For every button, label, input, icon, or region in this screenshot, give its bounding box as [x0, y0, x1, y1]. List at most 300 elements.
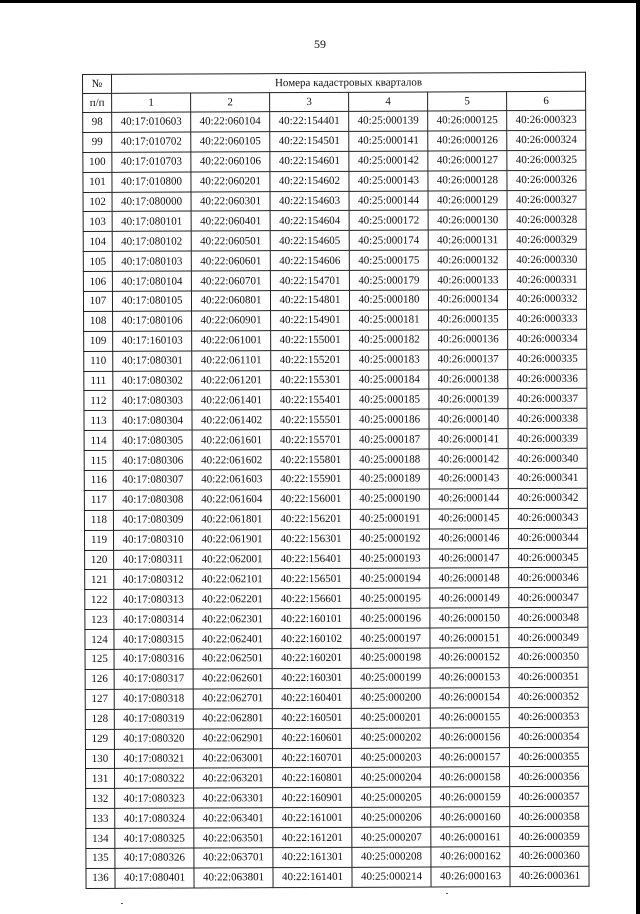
cadastral-number-cell: 40:26:000348	[509, 608, 588, 628]
table-row	[86, 767, 589, 789]
row-number-cell: 106	[83, 271, 112, 291]
table-row	[84, 369, 587, 391]
cadastral-number-cell: 40:25:000191	[350, 509, 429, 529]
cadastral-number-cell: 40:26:000125	[428, 111, 507, 131]
table-row	[84, 448, 587, 470]
cadastral-number-cell: 40:22:061603	[192, 470, 271, 490]
cadastral-number-cell: 40:25:000206	[352, 807, 431, 827]
cadastral-number-cell: 40:26:000358	[510, 806, 589, 826]
cadastral-number-cell: 40:26:000335	[508, 349, 587, 369]
row-number-cell: 119	[84, 530, 113, 550]
table-row	[85, 548, 588, 570]
cadastral-number-cell: 40:17:080318	[114, 689, 193, 709]
cadastral-number-cell: 40:22:060801	[191, 291, 270, 311]
table-row	[83, 210, 586, 232]
cadastral-number-cell: 40:25:000139	[349, 111, 428, 131]
cadastral-number-cell: 40:26:000146	[429, 528, 508, 548]
cadastral-number-cell: 40:25:000204	[352, 767, 431, 787]
cadastral-number-cell: 40:25:000201	[351, 708, 430, 728]
cadastral-number-cell: 40:26:000143	[429, 469, 508, 489]
cadastral-number-cell: 40:25:000142	[349, 151, 428, 171]
table-row	[84, 488, 587, 510]
cadastral-number-cell: 40:22:061101	[192, 350, 271, 370]
cadastral-number-cell: 40:22:154401	[270, 111, 349, 131]
cadastral-number-cell: 40:22:154701	[270, 270, 349, 290]
table-row	[85, 727, 588, 749]
header-column-3: 3	[270, 92, 349, 111]
cadastral-number-cell: 40:17:080312	[114, 570, 193, 590]
cadastral-number-cell: 40:17:080319	[114, 709, 193, 729]
table-row	[85, 647, 588, 669]
cadastral-number-cell: 40:26:000357	[510, 787, 589, 807]
cadastral-number-cell: 40:26:000152	[430, 648, 509, 668]
cadastral-number-cell: 40:26:000157	[430, 747, 509, 767]
cadastral-number-cell: 40:26:000323	[507, 110, 586, 130]
table-row	[86, 787, 589, 809]
cadastral-number-cell: 40:22:062801	[193, 708, 272, 728]
table-row	[84, 429, 587, 451]
table-row	[84, 389, 587, 411]
cadastral-number-cell: 40:25:000207	[352, 827, 431, 847]
row-number-cell: 108	[84, 311, 113, 331]
table-row	[84, 309, 587, 331]
cadastral-number-cell: 40:26:000132	[428, 250, 507, 270]
row-number-cell: 123	[85, 610, 114, 630]
cadastral-number-cell: 40:17:080304	[113, 410, 192, 430]
cadastral-number-cell: 40:22:160601	[272, 728, 351, 748]
cadastral-number-cell: 40:17:080325	[115, 828, 194, 848]
cadastral-number-cell: 40:26:000148	[430, 568, 509, 588]
cadastral-number-cell: 40:25:000174	[349, 230, 428, 250]
cadastral-number-cell: 40:26:000129	[428, 190, 507, 210]
row-number-cell: 125	[85, 649, 114, 669]
cadastral-number-cell: 40:17:080101	[112, 211, 191, 231]
cadastral-number-cell: 40:26:000154	[430, 687, 509, 707]
cadastral-number-cell: 40:17:080324	[115, 808, 194, 828]
cadastral-number-cell: 40:22:061001	[192, 330, 271, 350]
cadastral-number-cell: 40:26:000352	[509, 687, 588, 707]
cadastral-number-cell: 40:22:156601	[272, 589, 351, 609]
table-row	[83, 190, 586, 212]
cadastral-number-cell: 40:17:080308	[113, 490, 192, 510]
cadastral-number-cell: 40:22:155801	[271, 449, 350, 469]
cadastral-number-cell: 40:22:161301	[273, 847, 352, 867]
cadastral-number-cell: 40:26:000149	[430, 588, 509, 608]
cadastral-number-cell: 40:17:080320	[114, 729, 193, 749]
table-row	[84, 508, 587, 530]
cadastral-number-cell: 40:26:000130	[428, 210, 507, 230]
row-number-cell: 127	[85, 689, 114, 709]
cadastral-number-cell: 40:26:000147	[430, 548, 509, 568]
cadastral-number-cell: 40:22:155301	[271, 370, 350, 390]
row-number-cell: 124	[85, 630, 114, 650]
cadastral-number-cell: 40:22:154606	[270, 251, 349, 271]
cadastral-number-cell: 40:26:000141	[429, 429, 508, 449]
cadastral-number-cell: 40:26:000330	[507, 250, 586, 270]
header-column-1: 1	[112, 93, 191, 112]
cadastral-number-cell: 40:25:000144	[349, 191, 428, 211]
cadastral-number-cell: 40:17:080310	[113, 530, 192, 550]
cadastral-number-cell: 40:26:000328	[507, 210, 586, 230]
cadastral-number-cell: 40:25:000198	[351, 648, 430, 668]
row-number-cell: 132	[86, 789, 115, 809]
cadastral-number-cell: 40:26:000326	[507, 170, 586, 190]
cadastral-number-cell: 40:26:000160	[431, 807, 510, 827]
cadastral-number-cell: 40:25:000197	[351, 628, 430, 648]
cadastral-number-cell: 40:22:156401	[272, 549, 351, 569]
row-number-cell: 109	[84, 331, 113, 351]
cadastral-number-cell: 40:22:160102	[272, 628, 351, 648]
row-number-cell: 129	[85, 729, 114, 749]
row-number-cell: 115	[84, 451, 113, 471]
table-row	[86, 826, 589, 848]
cadastral-number-cell: 40:26:000145	[429, 508, 508, 528]
cadastral-number-cell: 40:22:061201	[192, 370, 271, 390]
cadastral-number-cell: 40:22:156001	[271, 489, 350, 509]
cadastral-number-cell: 40:22:063501	[194, 828, 273, 848]
cadastral-number-cell: 40:17:080307	[113, 470, 192, 490]
row-number-cell: 130	[85, 749, 114, 769]
table-row	[83, 150, 586, 172]
cadastral-number-cell: 40:17:010703	[112, 152, 191, 172]
row-number-cell: 117	[84, 490, 113, 510]
cadastral-number-cell: 40:26:000142	[429, 449, 508, 469]
cadastral-number-cell: 40:17:080314	[114, 609, 193, 629]
cadastral-number-cell: 40:17:080104	[112, 271, 191, 291]
cadastral-number-cell: 40:26:000162	[431, 847, 510, 867]
table-row	[83, 289, 586, 311]
row-number-cell: 111	[84, 371, 113, 391]
table-row	[86, 866, 589, 888]
table-row	[83, 130, 586, 152]
table-row	[83, 269, 586, 291]
cadastral-number-cell: 40:22:060701	[191, 271, 270, 291]
scan-speck	[446, 893, 448, 894]
table-row	[84, 409, 587, 431]
cadastral-number-cell: 40:22:063701	[194, 848, 273, 868]
cadastral-number-cell: 40:22:154604	[270, 211, 349, 231]
cadastral-number-cell: 40:17:080102	[112, 231, 191, 251]
scan-edge-right	[636, 0, 640, 914]
row-number-cell: 98	[83, 112, 112, 132]
cadastral-number-cell: 40:25:000186	[350, 409, 429, 429]
cadastral-number-cell: 40:26:000139	[429, 389, 508, 409]
cadastral-number-cell: 40:22:155501	[271, 410, 350, 430]
cadastral-number-cell: 40:25:000143	[349, 171, 428, 191]
cadastral-number-cell: 40:26:000338	[508, 409, 587, 429]
cadastral-number-cell: 40:25:000194	[351, 568, 430, 588]
cadastral-number-cell: 40:26:000334	[508, 329, 587, 349]
row-number-cell: 116	[84, 470, 113, 490]
row-number-cell: 107	[83, 291, 112, 311]
cadastral-number-cell: 40:22:154602	[270, 171, 349, 191]
cadastral-number-cell: 40:26:000339	[508, 429, 587, 449]
cadastral-number-cell: 40:22:161201	[273, 827, 352, 847]
cadastral-number-cell: 40:25:000188	[350, 449, 429, 469]
table-row	[86, 806, 589, 828]
cadastral-number-cell: 40:17:080321	[114, 749, 193, 769]
cadastral-number-cell: 40:22:155001	[271, 330, 350, 350]
cadastral-number-cell: 40:22:062201	[193, 589, 272, 609]
cadastral-number-cell: 40:22:060301	[191, 191, 270, 211]
table-row	[85, 627, 588, 649]
table-header	[83, 72, 586, 112]
cadastral-number-cell: 40:22:160401	[272, 688, 351, 708]
cadastral-number-cell: 40:26:000135	[429, 310, 508, 330]
cadastral-number-cell: 40:17:080103	[112, 251, 191, 271]
cadastral-number-cell: 40:26:000133	[428, 270, 507, 290]
cadastral-number-cell: 40:17:080311	[114, 550, 193, 570]
cadastral-number-cell: 40:22:154501	[270, 131, 349, 151]
cadastral-number-cell: 40:22:154601	[270, 151, 349, 171]
cadastral-number-cell: 40:22:154801	[270, 290, 349, 310]
cadastral-number-cell: 40:22:161401	[273, 867, 352, 887]
cadastral-number-cell: 40:17:080322	[115, 768, 194, 788]
cadastral-number-cell: 40:17:080309	[113, 510, 192, 530]
row-number-cell: 112	[84, 391, 113, 411]
cadastral-number-cell: 40:25:000172	[349, 210, 428, 230]
table-row	[83, 250, 586, 272]
cadastral-number-cell: 40:26:000349	[509, 627, 588, 647]
cadastral-number-cell: 40:26:000150	[430, 608, 509, 628]
header-group-title: Номера кадастровых кварталов	[112, 72, 586, 93]
row-number-cell: 121	[85, 570, 114, 590]
cadastral-number-cell: 40:22:061601	[192, 430, 271, 450]
cadastral-number-cell: 40:26:000341	[508, 468, 587, 488]
cadastral-number-cell: 40:25:000200	[351, 688, 430, 708]
cadastral-number-cell: 40:26:000359	[510, 826, 589, 846]
table-row	[85, 667, 588, 689]
cadastral-number-cell: 40:26:000153	[430, 668, 509, 688]
cadastral-number-cell: 40:26:000126	[428, 131, 507, 151]
cadastral-number-cell: 40:22:155201	[271, 350, 350, 370]
cadastral-number-cell: 40:26:000163	[431, 866, 510, 886]
cadastral-number-cell: 40:26:000329	[507, 230, 586, 250]
table-row	[85, 687, 588, 709]
cadastral-number-cell: 40:26:000361	[510, 866, 589, 886]
cadastral-number-cell: 40:22:160201	[272, 648, 351, 668]
cadastral-number-cell: 40:22:063401	[194, 808, 273, 828]
cadastral-number-cell: 40:25:000187	[350, 429, 429, 449]
row-number-cell: 136	[86, 868, 115, 888]
cadastral-number-cell: 40:22:061901	[192, 529, 271, 549]
cadastral-number-cell: 40:25:000182	[350, 330, 429, 350]
cadastral-number-cell: 40:22:060106	[191, 151, 270, 171]
cadastral-number-cell: 40:22:063801	[194, 868, 273, 888]
cadastral-number-cell: 40:22:154603	[270, 191, 349, 211]
row-number-cell: 105	[83, 252, 112, 272]
cadastral-number-cell: 40:22:060104	[191, 112, 270, 132]
cadastral-number-cell: 40:25:000180	[349, 290, 428, 310]
table-row	[85, 568, 588, 590]
cadastral-number-cell: 40:22:060601	[191, 251, 270, 271]
cadastral-number-cell: 40:25:000214	[352, 867, 431, 887]
cadastral-number-cell: 40:25:000202	[351, 728, 430, 748]
cadastral-number-cell: 40:22:155401	[271, 390, 350, 410]
row-number-cell: 102	[83, 192, 112, 212]
cadastral-number-cell: 40:17:080306	[113, 450, 192, 470]
row-number-cell: 103	[83, 212, 112, 232]
cadastral-number-cell: 40:26:000325	[507, 150, 586, 170]
cadastral-number-cell: 40:26:000144	[429, 489, 508, 509]
cadastral-number-cell: 40:22:062701	[193, 689, 272, 709]
cadastral-number-cell: 40:25:000193	[351, 549, 430, 569]
cadastral-number-cell: 40:22:063301	[194, 788, 273, 808]
cadastral-number-cell: 40:22:156301	[271, 529, 350, 549]
cadastral-number-cell: 40:17:080317	[114, 669, 193, 689]
cadastral-number-cell: 40:26:000140	[429, 409, 508, 429]
cadastral-number-cell: 40:17:080326	[115, 848, 194, 868]
cadastral-number-cell: 40:17:080301	[113, 351, 192, 371]
cadastral-number-cell: 40:26:000159	[431, 787, 510, 807]
cadastral-number-cell: 40:26:000336	[508, 369, 587, 389]
cadastral-number-cell: 40:22:154901	[271, 310, 350, 330]
cadastral-number-cell: 40:17:080323	[115, 788, 194, 808]
cadastral-number-cell: 40:26:000344	[508, 528, 587, 548]
cadastral-number-cell: 40:26:000155	[430, 707, 509, 727]
header-column-6: 6	[507, 91, 586, 110]
cadastral-number-cell: 40:25:000199	[351, 668, 430, 688]
cadastral-number-cell: 40:25:000181	[350, 310, 429, 330]
cadastral-number-cell: 40:22:061801	[192, 509, 271, 529]
row-number-cell: 122	[85, 590, 114, 610]
cadastral-number-cell: 40:25:000203	[351, 747, 430, 767]
row-number-cell: 100	[83, 152, 112, 172]
table-row	[86, 846, 589, 868]
table-row	[83, 230, 586, 252]
cadastral-number-cell: 40:22:155701	[271, 430, 350, 450]
cadastral-number-cell: 40:22:154605	[270, 231, 349, 251]
cadastral-number-cell: 40:17:080302	[113, 371, 192, 391]
cadastral-number-cell: 40:25:000185	[350, 389, 429, 409]
cadastral-number-cell: 40:22:062001	[193, 549, 272, 569]
cadastral-number-cell: 40:17:010800	[112, 172, 191, 192]
cadastral-number-cell: 40:22:062501	[193, 649, 272, 669]
cadastral-number-cell: 40:25:000208	[352, 847, 431, 867]
cadastral-number-cell: 40:26:000360	[510, 846, 589, 866]
cadastral-number-cell: 40:26:000343	[508, 508, 587, 528]
cadastral-number-cell: 40:26:000340	[508, 448, 587, 468]
cadastral-number-cell: 40:26:000347	[509, 588, 588, 608]
row-number-cell: 118	[84, 510, 113, 530]
cadastral-number-cell: 40:26:000127	[428, 150, 507, 170]
cadastral-number-cell: 40:22:061604	[192, 490, 271, 510]
cadastral-number-cell: 40:22:060105	[191, 132, 270, 152]
cadastral-number-cell: 40:22:160701	[272, 748, 351, 768]
table-row	[84, 528, 587, 550]
cadastral-number-cell: 40:22:060201	[191, 171, 270, 191]
cadastral-number-cell: 40:26:000351	[509, 667, 588, 687]
header-number-top: №	[83, 74, 112, 93]
cadastral-number-cell: 40:26:000346	[509, 568, 588, 588]
cadastral-number-cell: 40:22:160901	[273, 788, 352, 808]
table-row	[83, 170, 586, 192]
cadastral-number-cell: 40:25:000189	[350, 469, 429, 489]
cadastral-number-cell: 40:26:000355	[509, 747, 588, 767]
row-number-cell: 133	[86, 809, 115, 829]
cadastral-number-cell: 40:17:080316	[114, 649, 193, 669]
table-row	[84, 468, 587, 490]
table-row	[85, 747, 588, 769]
table-row	[85, 707, 588, 729]
cadastral-number-cell: 40:22:062601	[193, 669, 272, 689]
cadastral-number-cell: 40:25:000196	[351, 608, 430, 628]
cadastral-number-cell: 40:22:160801	[273, 768, 352, 788]
cadastral-number-cell: 40:26:000137	[429, 349, 508, 369]
cadastral-number-cell: 40:17:080303	[113, 390, 192, 410]
table-row	[85, 588, 588, 610]
cadastral-number-cell: 40:22:061602	[192, 450, 271, 470]
cadastral-number-cell: 40:26:000131	[428, 230, 507, 250]
row-number-cell: 128	[85, 709, 114, 729]
cadastral-number-cell: 40:22:160301	[272, 668, 351, 688]
cadastral-number-cell: 40:26:000134	[428, 290, 507, 310]
row-number-cell: 104	[83, 232, 112, 252]
cadastral-number-cell: 40:22:061401	[192, 390, 271, 410]
cadastral-number-cell: 40:26:000332	[507, 289, 586, 309]
cadastral-number-cell: 40:26:000151	[430, 628, 509, 648]
row-number-cell: 134	[86, 828, 115, 848]
cadastral-number-cell: 40:26:000350	[509, 647, 588, 667]
header-column-2: 2	[191, 93, 270, 112]
cadastral-number-cell: 40:26:000156	[430, 727, 509, 747]
cadastral-number-cell: 40:22:155901	[271, 469, 350, 489]
cadastral-quarters-table	[82, 72, 590, 889]
cadastral-number-cell: 40:25:000190	[350, 489, 429, 509]
cadastral-number-cell: 40:17:010603	[112, 112, 191, 132]
cadastral-number-cell: 40:26:000324	[507, 130, 586, 150]
cadastral-number-cell: 40:22:063001	[193, 748, 272, 768]
cadastral-number-cell: 40:26:000356	[510, 767, 589, 787]
cadastral-number-cell: 40:25:000179	[349, 270, 428, 290]
cadastral-number-cell: 40:25:000175	[349, 250, 428, 270]
cadastral-number-cell: 40:22:063201	[194, 768, 273, 788]
cadastral-number-cell: 40:25:000183	[350, 350, 429, 370]
row-number-cell: 135	[86, 848, 115, 868]
cadastral-number-cell: 40:26:000333	[508, 309, 587, 329]
cadastral-number-cell: 40:25:000184	[350, 370, 429, 390]
cadastral-number-cell: 40:26:000342	[508, 488, 587, 508]
table-row	[85, 608, 588, 630]
cadastral-number-cell: 40:25:000141	[349, 131, 428, 151]
cadastral-number-cell: 40:17:080401	[115, 868, 194, 888]
cadastral-number-cell: 40:22:061402	[192, 410, 271, 430]
cadastral-number-cell: 40:22:161001	[273, 808, 352, 828]
row-number-cell: 131	[86, 769, 115, 789]
row-number-cell: 126	[85, 669, 114, 689]
cadastral-number-cell: 40:17:080106	[113, 311, 192, 331]
cadastral-number-cell: 40:22:060901	[192, 311, 271, 331]
cadastral-number-cell: 40:22:060501	[191, 231, 270, 251]
cadastral-number-cell: 40:22:062401	[193, 629, 272, 649]
cadastral-number-cell: 40:26:000331	[507, 269, 586, 289]
cadastral-number-cell: 40:22:062901	[193, 728, 272, 748]
cadastral-number-cell: 40:17:080313	[114, 589, 193, 609]
cadastral-number-cell: 40:17:080000	[112, 192, 191, 212]
cadastral-number-cell: 40:25:000205	[352, 787, 431, 807]
cadastral-number-cell: 40:22:160101	[272, 609, 351, 629]
header-column-4: 4	[349, 92, 428, 111]
cadastral-number-cell: 40:25:000195	[351, 588, 430, 608]
scan-speck	[121, 903, 123, 904]
cadastral-number-cell: 40:26:000353	[509, 707, 588, 727]
cadastral-number-cell: 40:26:000136	[429, 329, 508, 349]
cadastral-number-cell: 40:22:060401	[191, 211, 270, 231]
cadastral-number-cell: 40:26:000327	[507, 190, 586, 210]
row-number-cell: 110	[84, 351, 113, 371]
cadastral-number-cell: 40:22:062101	[193, 569, 272, 589]
cadastral-number-cell: 40:22:156501	[272, 569, 351, 589]
